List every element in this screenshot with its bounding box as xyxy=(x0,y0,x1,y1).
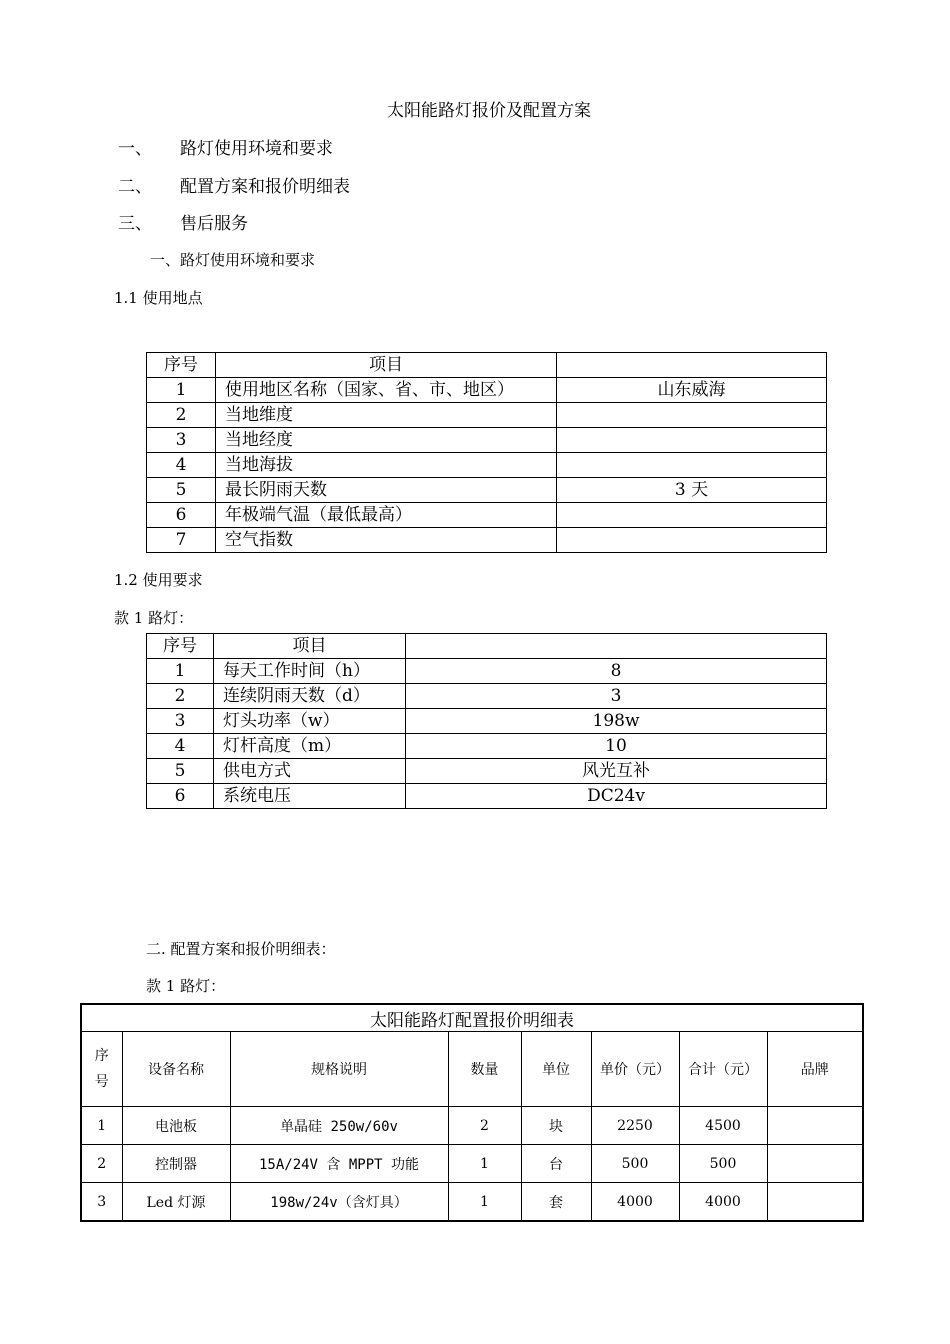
section-2-heading: 二. 配置方案和报价明细表： xyxy=(146,940,336,958)
cell-item: 当地海拔 xyxy=(216,453,557,478)
cell-value xyxy=(557,403,827,428)
cell-total: 4000 xyxy=(679,1183,767,1222)
cell-unit: 台 xyxy=(521,1145,591,1183)
table-header-row xyxy=(81,1032,863,1107)
table-row xyxy=(147,784,827,809)
table-row xyxy=(147,453,827,478)
cell-item: 灯头功率（w） xyxy=(214,709,406,734)
header-cell-item: 项目 xyxy=(214,634,406,659)
toc-item-1-number: 一、 xyxy=(118,139,152,159)
cell-item: 灯杆高度（m） xyxy=(214,734,406,759)
table-row xyxy=(81,1145,863,1183)
cell-value: 10 xyxy=(406,734,827,759)
cell-qty: 1 xyxy=(448,1145,521,1183)
table-row xyxy=(147,503,827,528)
cell-no: 5 xyxy=(147,478,216,503)
cell-price: 500 xyxy=(591,1145,679,1183)
cell-value: DC24v xyxy=(406,784,827,809)
section-1-1-heading: 1.1 使用地点 xyxy=(114,289,203,307)
header-cell-item: 项目 xyxy=(216,353,557,378)
table-header-row xyxy=(147,353,827,378)
cell-no: 4 xyxy=(147,453,216,478)
toc-item-1-text: 路灯使用环境和要求 xyxy=(180,139,333,159)
cell-item: 供电方式 xyxy=(214,759,406,784)
cell-value xyxy=(557,453,827,478)
cell-no: 7 xyxy=(147,528,216,553)
cell-spec: 198w/24v（含灯具） xyxy=(230,1183,448,1222)
header-cell-seq: 序 号 xyxy=(81,1032,122,1107)
cell-qty: 2 xyxy=(448,1107,521,1145)
cell-unit: 块 xyxy=(521,1107,591,1145)
header-cell-value xyxy=(557,353,827,378)
toc-item-2-text: 配置方案和报价明细表 xyxy=(180,177,350,197)
cell-name: Led 灯源 xyxy=(122,1183,230,1222)
cell-value: 山东威海 xyxy=(557,378,827,403)
model-label-2: 款 1 路灯： xyxy=(146,977,226,995)
table-row xyxy=(81,1107,863,1145)
header-cell-spec: 规格说明 xyxy=(230,1032,448,1107)
cell-total: 4500 xyxy=(679,1107,767,1145)
cell-total: 500 xyxy=(679,1145,767,1183)
cell-name: 电池板 xyxy=(122,1107,230,1145)
cell-value: 3 xyxy=(406,684,827,709)
header-cell-price: 单价（元） xyxy=(591,1032,679,1107)
table-header-row xyxy=(147,634,827,659)
cell-value: 8 xyxy=(406,659,827,684)
cell-brand xyxy=(767,1183,863,1222)
cell-item: 当地维度 xyxy=(216,403,557,428)
requirements-table xyxy=(146,633,827,809)
header-cell-qty: 数量 xyxy=(448,1032,521,1107)
cell-item: 使用地区名称（国家、省、市、地区） xyxy=(216,378,557,403)
cell-item: 年极端气温（最低最高） xyxy=(216,503,557,528)
cell-price: 2250 xyxy=(591,1107,679,1145)
header-cell-no: 序号 xyxy=(147,353,216,378)
cell-item: 最长阴雨天数 xyxy=(216,478,557,503)
model-label-1: 款 1 路灯： xyxy=(114,609,194,627)
cell-item: 每天工作时间（h） xyxy=(214,659,406,684)
cell-item: 系统电压 xyxy=(214,784,406,809)
cell-no: 1 xyxy=(147,659,214,684)
table-caption: 太阳能路灯配置报价明细表 xyxy=(81,1004,863,1032)
cell-value xyxy=(557,428,827,453)
cell-spec: 15A/24V 含 MPPT 功能 xyxy=(230,1145,448,1183)
cell-no: 4 xyxy=(147,734,214,759)
site-info-table xyxy=(146,352,827,553)
section-1-2-heading: 1.2 使用要求 xyxy=(114,571,203,589)
cell-value: 风光互补 xyxy=(406,759,827,784)
table-row xyxy=(147,478,827,503)
cell-no: 6 xyxy=(147,784,214,809)
table-row xyxy=(147,659,827,684)
cell-value: 3 天 xyxy=(557,478,827,503)
table-row xyxy=(81,1183,863,1222)
cell-unit: 套 xyxy=(521,1183,591,1222)
cell-no: 5 xyxy=(147,759,214,784)
cell-no: 2 xyxy=(147,403,216,428)
cell-no: 2 xyxy=(81,1145,122,1183)
table-row xyxy=(147,528,827,553)
table-row xyxy=(147,709,827,734)
cell-brand xyxy=(767,1145,863,1183)
table-row xyxy=(147,403,827,428)
cell-no: 6 xyxy=(147,503,216,528)
cell-no: 3 xyxy=(147,428,216,453)
table-row xyxy=(147,734,827,759)
cell-value: 198w xyxy=(406,709,827,734)
cell-name: 控制器 xyxy=(122,1145,230,1183)
header-cell-brand: 品牌 xyxy=(767,1032,863,1107)
cell-no: 1 xyxy=(81,1107,122,1145)
header-cell-total: 合计（元） xyxy=(679,1032,767,1107)
header-cell-value xyxy=(406,634,827,659)
header-cell-no: 序号 xyxy=(147,634,214,659)
table-row xyxy=(147,428,827,453)
cell-price: 4000 xyxy=(591,1183,679,1222)
cell-value xyxy=(557,528,827,553)
cell-item: 当地经度 xyxy=(216,428,557,453)
cell-spec: 单晶硅 250w/60v xyxy=(230,1107,448,1145)
cell-value xyxy=(557,503,827,528)
table-row xyxy=(147,684,827,709)
document-title: 太阳能路灯报价及配置方案 xyxy=(387,101,591,121)
cell-item: 空气指数 xyxy=(216,528,557,553)
header-cell-unit: 单位 xyxy=(521,1032,591,1107)
table-row xyxy=(147,759,827,784)
cell-item: 连续阴雨天数（d） xyxy=(214,684,406,709)
cell-brand xyxy=(767,1107,863,1145)
table-row xyxy=(147,378,827,403)
cell-no: 3 xyxy=(81,1183,122,1222)
cell-no: 2 xyxy=(147,684,214,709)
cell-no: 3 xyxy=(147,709,214,734)
toc-item-3-text: 售后服务 xyxy=(180,214,248,234)
toc-item-3-number: 三、 xyxy=(118,214,152,234)
header-cell-name: 设备名称 xyxy=(122,1032,230,1107)
toc-item-2-number: 二、 xyxy=(118,177,152,197)
section-1-heading: 一、路灯使用环境和要求 xyxy=(150,251,316,269)
price-detail-table xyxy=(80,1003,864,1222)
cell-no: 1 xyxy=(147,378,216,403)
cell-qty: 1 xyxy=(448,1183,521,1222)
